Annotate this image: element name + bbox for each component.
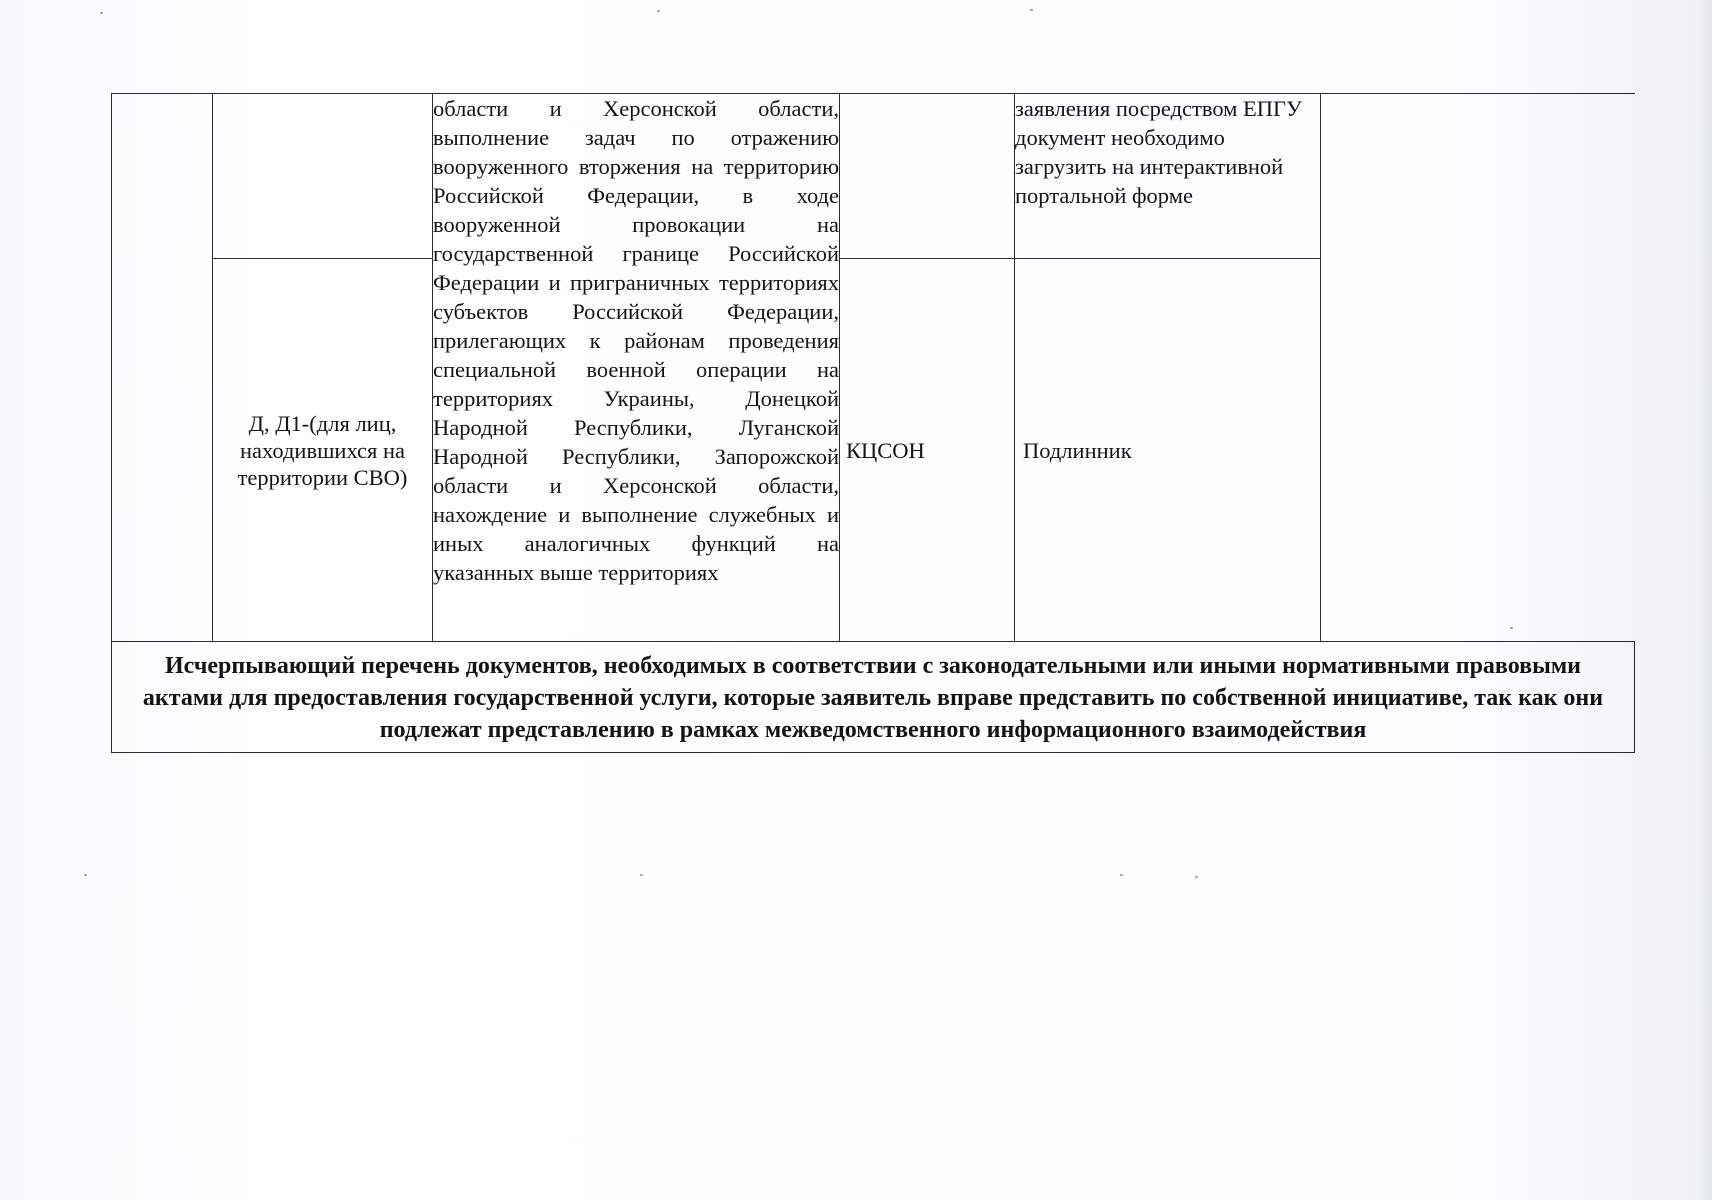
description-cell: области и Херсонской области, выполнение задач по отражению вооруженного вторжения на территорию Российской Федерации, в ходе вооруженной провокации на государственной границе Российской Федерации и приграничных территориях субъектов Российской Федерации, прилегающих к районам проведения специальной военной операции на территориях Украины, Донецкой Народной Республики, Луганской Народной Республики, Запорожской области и Херсонской области, нахождение и выполнение служебных и иных аналогичных функций на указанных выше территориях <box>433 94 840 642</box>
organization-cell-empty <box>840 94 1015 259</box>
table-row <box>112 94 1635 259</box>
table-row <box>112 642 1635 753</box>
section-heading: Исчерпывающий перечень документов, необходимых в соответствии с законодательными или иными нормативными правовыми актами для предоставления государственной услуги, которые заявитель вправе представить по собственной инициативе, так как они подлежат представлению в рамках межведомственного информационного взаимодействия <box>112 642 1635 753</box>
scan-speck <box>100 12 103 14</box>
scan-edge-shadow <box>1698 0 1712 1200</box>
scan-speck <box>640 874 643 876</box>
note-cell: заявления посредством ЕПГУ документ необходимо загрузить на интерактивной портальной форме <box>1015 94 1321 259</box>
scan-speck <box>657 10 660 12</box>
organization-cell: КЦСОН <box>840 259 1015 642</box>
document-table <box>111 93 1635 753</box>
category-cell: Д, Д1-(для лиц, находившихся на территории СВО) <box>213 259 433 642</box>
scan-speck <box>84 874 87 876</box>
number-cell <box>112 94 213 642</box>
blank-last-column-cell <box>1321 94 1635 642</box>
scan-speck <box>1195 876 1198 878</box>
scan-speck <box>1120 874 1123 876</box>
document-form-cell: Подлинник <box>1015 259 1321 642</box>
category-cell-empty <box>213 94 433 259</box>
scan-speck <box>1510 627 1513 629</box>
scan-speck <box>1030 9 1033 11</box>
